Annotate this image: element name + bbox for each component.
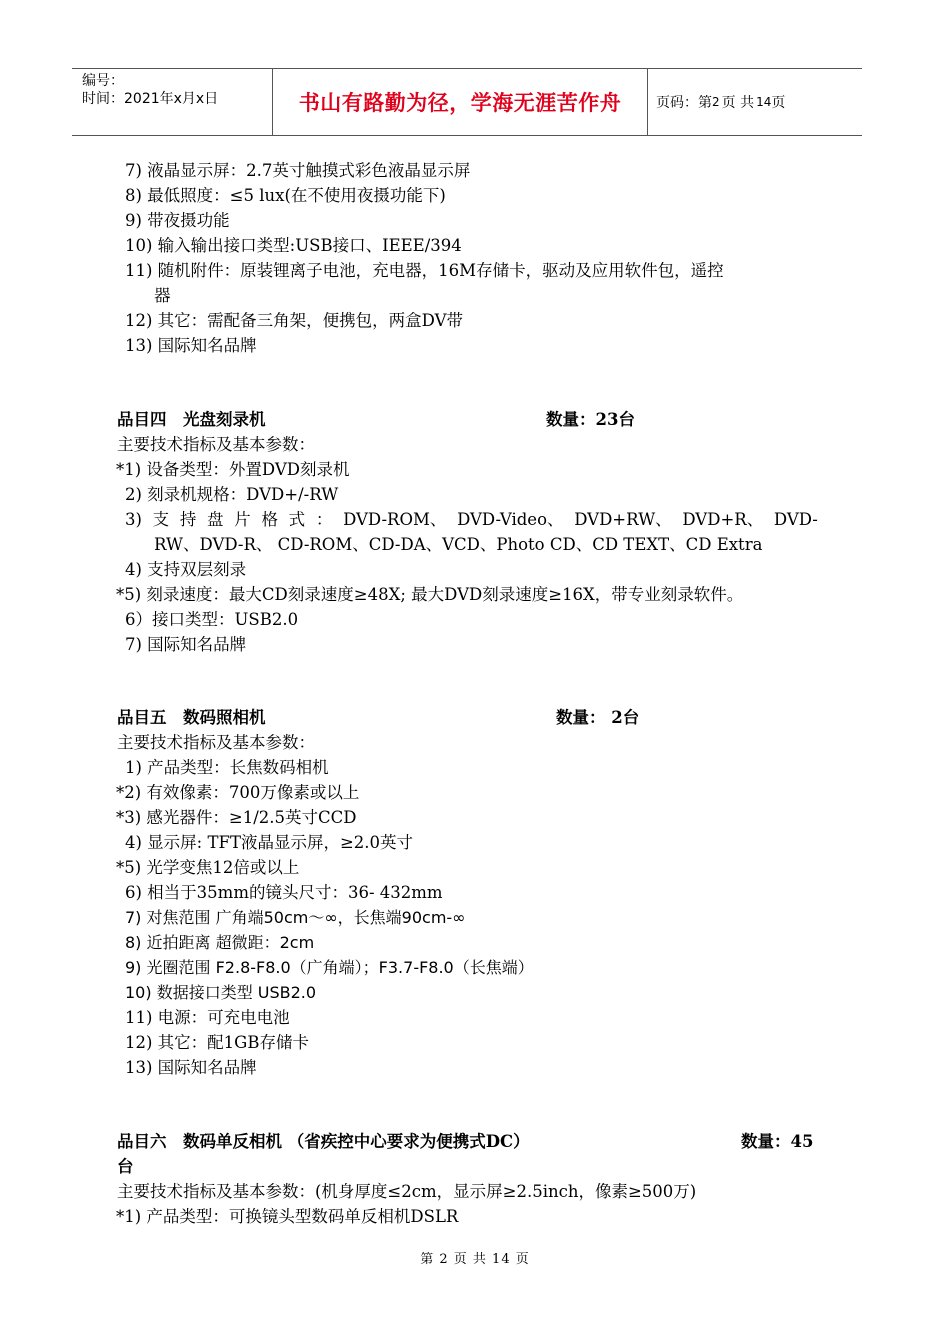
page-footer: 第 2 页 共 14 页 xyxy=(420,1252,530,1267)
page-total: 14 xyxy=(756,95,772,109)
text-fragment: 盘 xyxy=(207,510,224,529)
list-item: 9) 带夜摄功能 xyxy=(125,211,230,230)
document-time-label: 时间：2021年x月x日 xyxy=(82,91,219,107)
page-end: 页 xyxy=(771,95,786,111)
list-item: 11) 随机附件：原装锂离子电池，充电器，16M存储卡，驱动及应用软件包，遥控 xyxy=(125,261,724,280)
list-item: *1) 产品类型：可换镜头型数码单反相机DSLR xyxy=(116,1207,459,1226)
list-item: 8) 近拍距离 超微距：2cm xyxy=(125,933,315,952)
header-meta xyxy=(72,69,272,135)
document-number-label: 编号： xyxy=(82,73,124,89)
list-item: 13) 国际知名品牌 xyxy=(125,1058,257,1077)
list-item-continuation: 器 xyxy=(154,286,171,305)
header-motto: 书山有路勤为径，学海无涯苦作舟 xyxy=(298,91,622,115)
list-item: 10) 数据接口类型 USB2.0 xyxy=(125,983,317,1002)
text-fragment: 式 xyxy=(288,510,306,529)
list-item: 12) 其它：需配备三角架，便携包，两盒DV带 xyxy=(125,311,464,330)
list-item: 11) 电源：可充电电池 xyxy=(125,1008,290,1027)
list-item: *3) 感光器件：≥1/2.5英寸CCD xyxy=(116,808,357,827)
page-number: 2 xyxy=(712,95,720,109)
section-title: 品目四 光盘刻录机 xyxy=(117,410,266,429)
section-quantity: 数量： 2台 xyxy=(556,708,640,727)
list-item: *5) 光学变焦12倍或以上 xyxy=(116,858,300,877)
section-title: 品目六 数码单反相机 （省疾控中心要求为便携式DC） xyxy=(117,1132,530,1151)
text-fragment: DVD- xyxy=(773,510,818,529)
list-item: 6）接口类型：USB2.0 xyxy=(125,610,299,629)
list-item: 7) 对焦范围 广角端50cm～∞，长焦端90cm-∞ xyxy=(125,908,466,927)
section-intro: 主要技术指标及基本参数：(机身厚度≤2cm，显示屏≥2.5inch，像素≥500万) xyxy=(117,1182,697,1201)
page-mid: 页 共 xyxy=(721,95,755,111)
list-item: 6) 相当于35mm的镜头尺寸：36- 432mm xyxy=(125,883,443,902)
text-fragment: ： xyxy=(315,510,333,529)
text-fragment: DVD-Video、 xyxy=(457,510,564,529)
section-intro: 主要技术指标及基本参数： xyxy=(117,435,315,454)
list-item: 4) 支持双层刻录 xyxy=(125,560,247,579)
list-item: *5) 刻录速度：最大CD刻录速度≥48X; 最大DVD刻录速度≥16X，带专业刻录软件。 xyxy=(116,585,744,604)
list-item: 8) 最低照度：≤5 lux(在不使用夜摄功能下) xyxy=(125,186,446,205)
list-item: *2) 有效像素：700万像素或以上 xyxy=(116,783,360,802)
section-quantity-continuation: 台 xyxy=(117,1157,134,1176)
list-item: 10) 输入输出接口类型:USB接口、IEEE/394 xyxy=(125,236,462,255)
list-item: 13) 国际知名品牌 xyxy=(125,336,257,355)
list-item: *1) 设备类型：外置DVD刻录机 xyxy=(116,460,350,479)
header-page-info xyxy=(648,69,862,135)
text-fragment: 持 xyxy=(179,510,197,529)
section-title: 品目五 数码照相机 xyxy=(117,708,266,727)
section-quantity: 数量：45 xyxy=(741,1132,814,1151)
list-item: 7) 液晶显示屏：2.7英寸触摸式彩色液晶显示屏 xyxy=(125,161,471,180)
list-item: 7) 国际知名品牌 xyxy=(125,635,247,654)
text-fragment: DVD-ROM、 xyxy=(343,510,447,529)
text-fragment: DVD+R、 xyxy=(682,510,764,529)
page-label: 页码：第 xyxy=(656,95,712,111)
list-item: 1) 产品类型：长焦数码相机 xyxy=(125,758,329,777)
list-item: 9) 光圈范围 F2.8-F8.0（广角端）；F3.7-F8.0（长焦端） xyxy=(125,958,534,977)
list-item: 4) 显示屏: TFT液晶显示屏，≥2.0英寸 xyxy=(125,833,414,852)
section-intro: 主要技术指标及基本参数： xyxy=(117,733,315,752)
item-number: 3) xyxy=(125,510,142,529)
list-item: 12) 其它：配1GB存储卡 xyxy=(125,1033,309,1052)
list-item-continuation: RW、DVD-R、 CD-ROM、CD-DA、VCD、Photo CD、CD TEXT、CD Extra xyxy=(154,535,763,554)
text-fragment: 支 xyxy=(152,510,170,529)
list-item-justified xyxy=(125,510,818,530)
page-header xyxy=(72,68,862,136)
section-quantity: 数量：23台 xyxy=(546,410,635,429)
text-fragment: 片 xyxy=(234,510,251,529)
text-fragment: 格 xyxy=(261,510,278,529)
list-item: 2) 刻录机规格：DVD+/-RW xyxy=(125,485,339,504)
text-fragment: DVD+RW、 xyxy=(574,510,672,529)
